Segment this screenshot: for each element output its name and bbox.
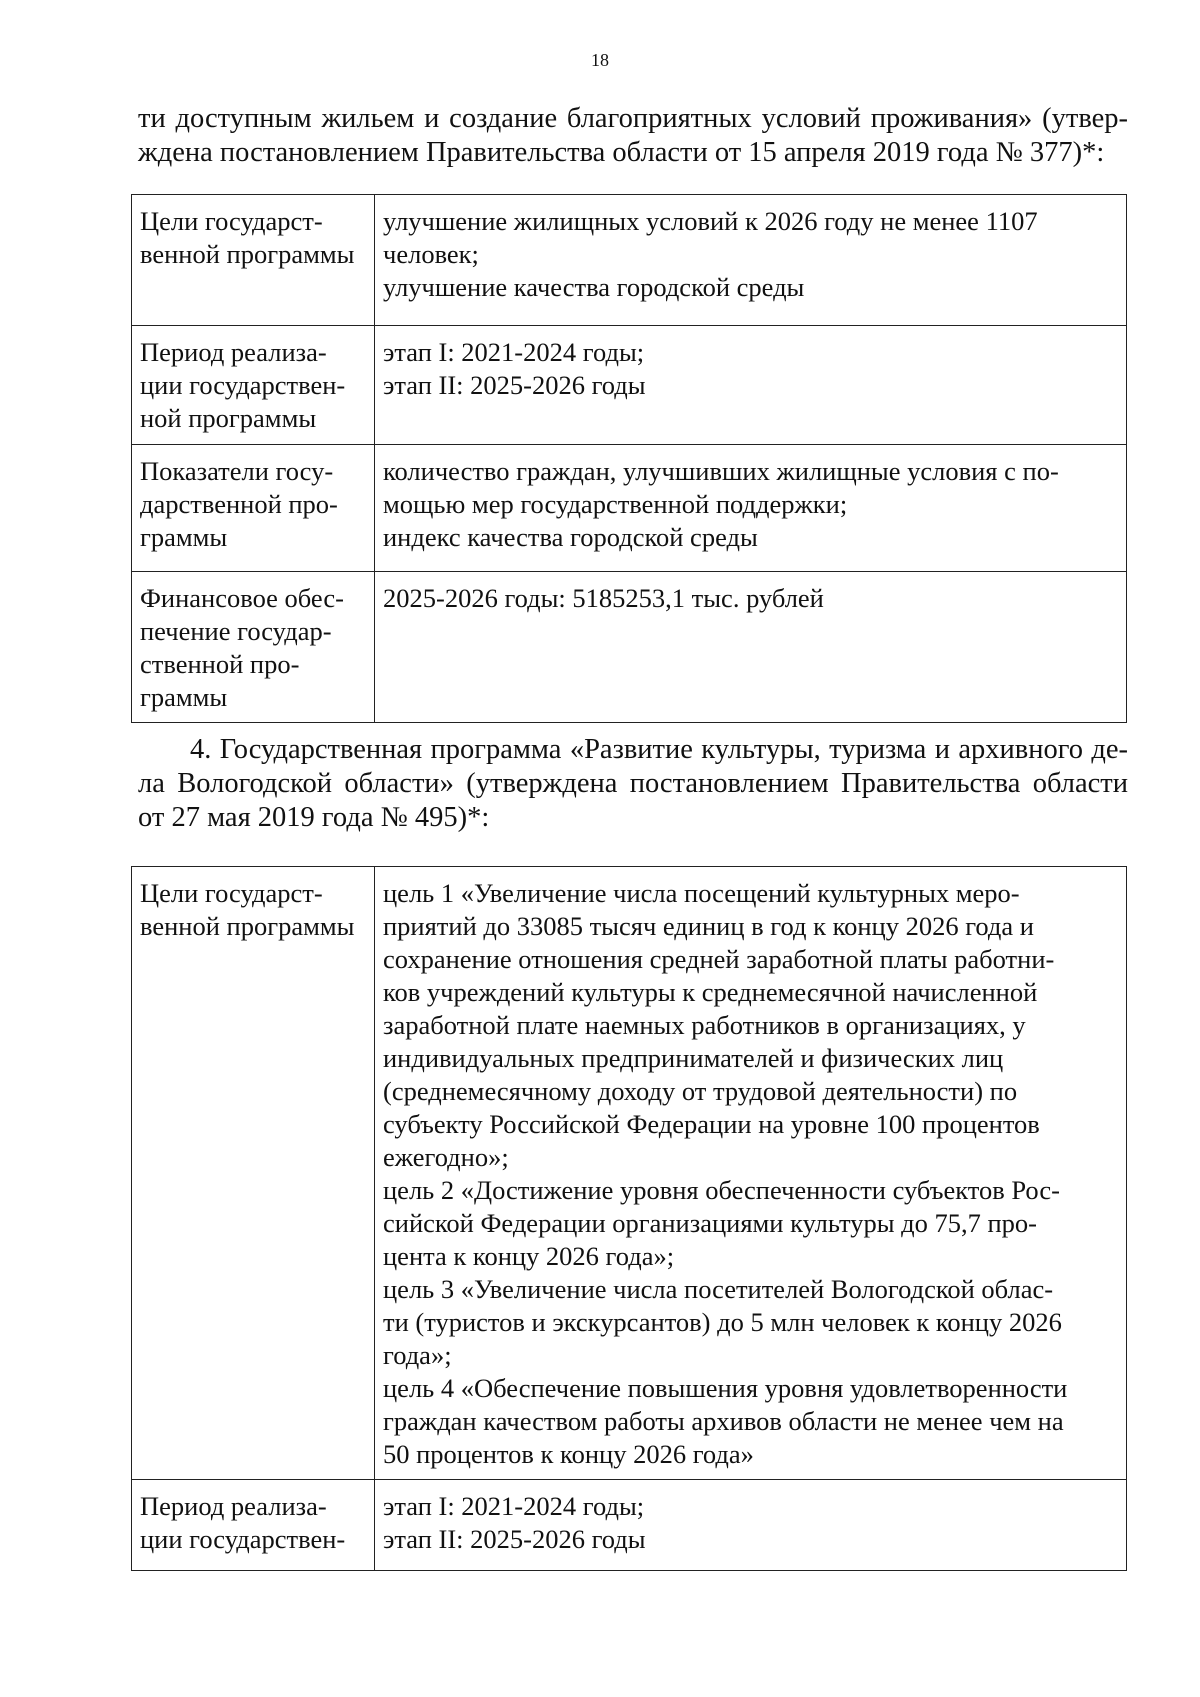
cell-line: этап I: 2021-2024 годы;	[383, 1491, 645, 1521]
cell-line: сохранение отношения средней заработной платы работни-	[383, 944, 1055, 974]
table-row-period	[132, 1480, 1127, 1571]
paragraph-line: 4. Государственная программа «Развитие культуры, туризма и архивного де-	[190, 734, 1128, 765]
cell-line: (среднемесячному доходу от трудовой деятельности) по	[383, 1076, 1018, 1106]
row-label-cell	[132, 572, 375, 723]
cell-line: Период реализа-	[140, 1491, 327, 1521]
cell-line: печение государ-	[140, 616, 332, 646]
table-row-indicators	[132, 445, 1127, 572]
cell-line: улучшение качества городской среды	[383, 272, 805, 302]
cell-line: 50 процентов к концу 2026 года»	[383, 1439, 754, 1469]
cell-line: человек;	[383, 239, 479, 269]
cell-line: ти (туристов и экскурсантов) до 5 млн человек к концу 2026	[383, 1307, 1062, 1337]
page-number: 18	[591, 50, 609, 70]
cell-line: Цели государст-	[140, 878, 323, 908]
row-value-cell	[375, 326, 1127, 445]
cell-line: цента к концу 2026 года»;	[383, 1241, 675, 1271]
cell-line: этап I: 2021-2024 годы;	[383, 337, 645, 367]
cell-line: мощью мер государственной поддержки;	[383, 489, 848, 519]
table-row-finance	[132, 572, 1127, 723]
row-value-cell	[375, 572, 1127, 723]
cell-line: улучшение жилищных условий к 2026 году не менее 1107	[383, 206, 1038, 236]
row-label-cell	[132, 326, 375, 445]
cell-line: венной программы	[140, 911, 355, 941]
paragraph-line: от 27 мая 2019 года № 495)*:	[138, 802, 490, 833]
paragraph-line: ла Вологодской области» (утверждена постановлением Правительства области	[138, 768, 1128, 799]
row-label-cell	[132, 195, 375, 326]
cell-line: дарственной про-	[140, 489, 338, 519]
cell-line: ной программы	[140, 403, 317, 433]
cell-line: ков учреждений культуры к среднемесячной начисленной	[383, 977, 1038, 1007]
cell-line: этап II: 2025-2026 годы	[383, 1524, 646, 1554]
row-label-cell	[132, 445, 375, 572]
cell-line: индивидуальных предпринимателей и физических лиц	[383, 1043, 1004, 1073]
table-row-goals	[132, 195, 1127, 326]
cell-line: цель 3 «Увеличение числа посетителей Вологодской облас-	[383, 1274, 1054, 1304]
cell-line: 2025-2026 годы: 5185253,1 тыс. рублей	[383, 583, 824, 613]
cell-line: этап II: 2025-2026 годы	[383, 370, 646, 400]
cell-line: субъекту Российской Федерации на уровне 100 процентов	[383, 1109, 1040, 1139]
cell-line: сийской Федерации организациями культуры до 75,7 про-	[383, 1208, 1038, 1238]
row-value-cell	[375, 867, 1127, 1480]
paragraph-line: ти доступным жильем и создание благоприятных условий проживания» (утвер-	[138, 103, 1128, 134]
intro-paragraph	[138, 102, 1128, 170]
cell-line: ежегодно»;	[383, 1142, 509, 1172]
table-row-goals	[132, 867, 1127, 1480]
row-value-cell	[375, 195, 1127, 326]
cell-line: количество граждан, улучшивших жилищные условия с по-	[383, 456, 1059, 486]
cell-line: граммы	[140, 682, 228, 712]
cell-line: ции государствен-	[140, 370, 346, 400]
cell-line: ственной про-	[140, 649, 300, 679]
program-passport-table-1	[131, 194, 1127, 723]
row-value-cell	[375, 445, 1127, 572]
cell-line: венной программы	[140, 239, 355, 269]
row-label-cell	[132, 1480, 375, 1571]
cell-line: индекс качества городской среды	[383, 522, 758, 552]
section-4-paragraph	[138, 733, 1128, 835]
table-row-period	[132, 326, 1127, 445]
cell-line: цель 1 «Увеличение числа посещений культурных меро-	[383, 878, 1020, 908]
cell-line: приятий до 33085 тысяч единиц в год к концу 2026 года и	[383, 911, 1034, 941]
cell-line: года»;	[383, 1340, 452, 1370]
cell-line: граждан качеством работы архивов области не менее чем на	[383, 1406, 1064, 1436]
cell-line: Цели государст-	[140, 206, 323, 236]
cell-line: ции государствен-	[140, 1524, 346, 1554]
cell-line: цель 2 «Достижение уровня обеспеченности субъектов Рос-	[383, 1175, 1060, 1205]
cell-line: Показатели госу-	[140, 456, 334, 486]
cell-line: граммы	[140, 522, 228, 552]
cell-line: цель 4 «Обеспечение повышения уровня удовлетворенности	[383, 1373, 1068, 1403]
paragraph-line: ждена постановлением Правительства области от 15 апреля 2019 года № 377)*:	[138, 137, 1105, 168]
program-passport-table-2	[131, 866, 1127, 1571]
cell-line: Финансовое обес-	[140, 583, 344, 613]
row-label-cell	[132, 867, 375, 1480]
row-value-cell	[375, 1480, 1127, 1571]
cell-line: заработной плате наемных работников в организациях, у	[383, 1010, 1026, 1040]
cell-line: Период реализа-	[140, 337, 327, 367]
